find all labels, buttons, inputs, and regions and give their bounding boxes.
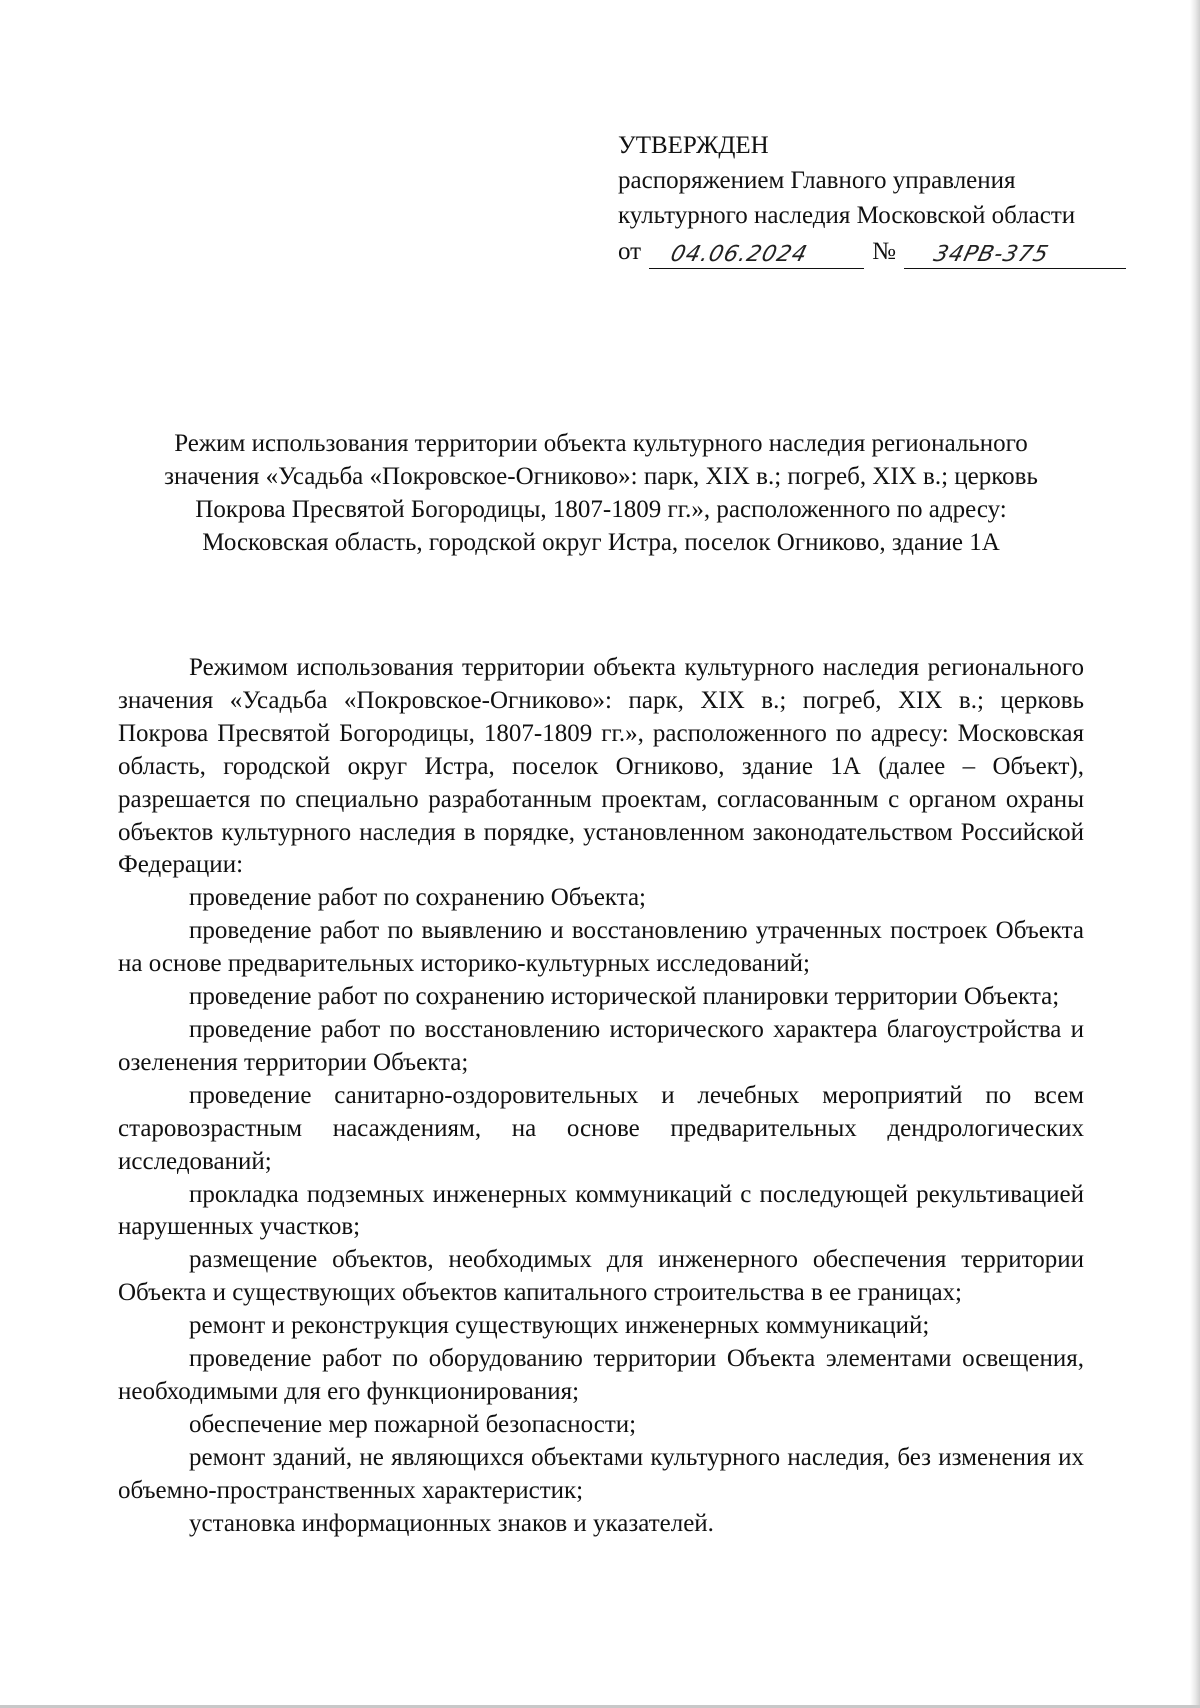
list-item: проведение работ по сохранению Объекта; <box>189 884 647 912</box>
approval-date-number-row <box>618 234 1138 269</box>
date-field <box>649 238 864 269</box>
list-item: установка информационных знаков и указателей. <box>189 1509 714 1537</box>
date-prefix: от <box>618 238 642 265</box>
list-item: обеспечение мер пожарной безопасности; <box>189 1410 637 1438</box>
document-title <box>118 427 1084 559</box>
number-prefix: № <box>872 238 896 265</box>
number-field <box>904 238 1126 269</box>
list-item: проведение работ по восстановлению исторического характера благоустройства и озеленения территории Объекта; <box>118 1015 1084 1076</box>
title-line-2: значения «Усадьба «Покровское-Огниково»: парк, XIX в.; погреб, XIX в.; церковь <box>164 463 1038 490</box>
list-item: проведение работ по выявлению и восстановлению утраченных построек Объекта на основе предварительных историко-культурных исследований; <box>118 917 1084 978</box>
handwritten-number: 34РВ-375 <box>930 242 1052 267</box>
approval-block <box>618 128 1138 269</box>
list-item: проведение работ по оборудованию территории Объекта элементами освещения, необходимыми для его функционирования; <box>118 1345 1084 1405</box>
title-line-4: Московская область, городской округ Истра, поселок Огниково, здание 1А <box>202 529 1000 556</box>
list-item: размещение объектов, необходимых для инженерного обеспечения территории Объекта и существующих объектов капитального строительства в ее границах; <box>118 1246 1084 1307</box>
approval-authority-line2: культурного наследия Московской области <box>618 202 1076 229</box>
scan-edge-right <box>1190 0 1200 1708</box>
list-item: ремонт и реконструкция существующих инженерных коммуникаций; <box>189 1312 930 1340</box>
title-line-1: Режим использования территории объекта культурного наследия регионального <box>174 430 1028 457</box>
intro-paragraph: Режимом использования территории объекта культурного наследия регионального значения «Усадьба «Покровское-Огниково»: парк, XIX в.; погреб, XIX в.; церковь Покрова Пресвятой Богородицы, 1807-1809 гг.», расположенного по адресу: Московская область, городской округ Истра, поселок Огниково, здание 1А (далее – Объект), разрешается по специально разработанным проектам, согласованным с органом охраны объектов культурного наследия в порядке, установленном законодательством Российской Федерации: <box>118 654 1084 879</box>
approval-heading: УТВЕРЖДЕН <box>618 132 769 159</box>
list-item: проведение санитарно-оздоровительных и лечебных мероприятий по всем старовозрастным насаждениям, на основе предварительных дендрологических исследований; <box>118 1081 1084 1175</box>
approval-authority-line1: распоряжением Главного управления <box>618 167 1016 194</box>
document-body <box>118 652 1084 1540</box>
list-item: прокладка подземных инженерных коммуникаций с последующей рекультивацией нарушенных участков; <box>118 1180 1084 1241</box>
permitted-works-list <box>118 882 1084 1540</box>
list-item: ремонт зданий, не являющихся объектами культурного наследия, без изменения их объемно-пространственных характеристик; <box>118 1443 1084 1504</box>
title-line-3: Покрова Пресвятой Богородицы, 1807-1809 гг.», расположенного по адресу: <box>195 496 1007 523</box>
list-item: проведение работ по сохранению исторической планировки территории Объекта; <box>189 983 1060 1011</box>
handwritten-date: 04.06.2024 <box>668 242 811 267</box>
